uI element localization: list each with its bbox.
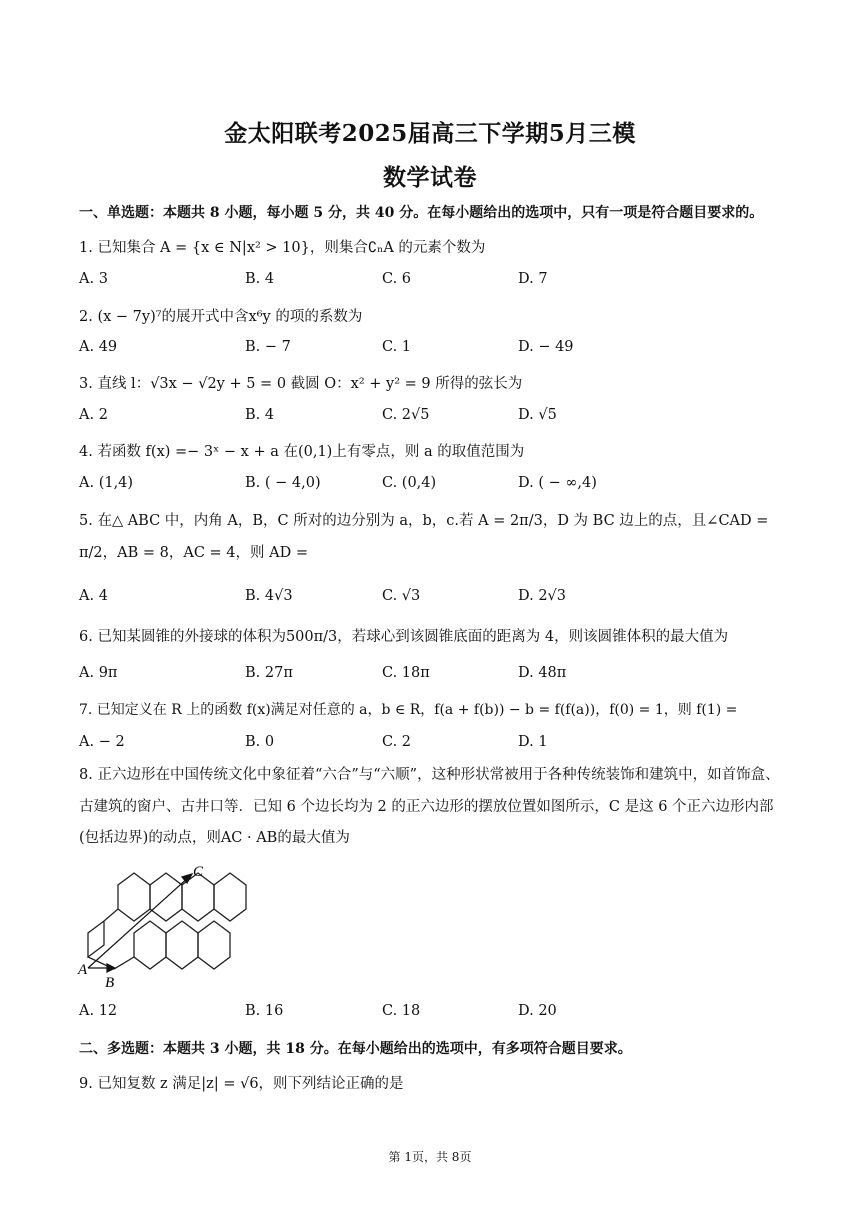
option-c: C. 6: [382, 271, 412, 287]
option-d: D. 2√3: [518, 588, 567, 604]
option-c: C. 18: [382, 1003, 421, 1019]
exam-title: 金太阳联考2025届高三下学期5月三模: [224, 120, 636, 147]
arrowhead-ab: [107, 964, 115, 972]
hexagon-bottom-1: [134, 921, 166, 969]
option-a: A. 9π: [79, 665, 118, 681]
option-d: D. 1: [518, 734, 548, 750]
option-d: D. 7: [518, 271, 548, 287]
option-c: C. (0,4): [382, 475, 437, 491]
option-a: A. (1,4): [79, 475, 134, 491]
question-2-options: [79, 339, 779, 359]
question-2-stem: 2. (x − 7y)⁷的展开式中含x⁶y 的项的系数为: [79, 309, 363, 325]
option-b: B. 4√3: [245, 588, 293, 604]
exam-subtitle: 数学试卷: [383, 164, 477, 191]
question-1-stem: 1. 已知集合 A = {x ∈ N|x² > 10}，则集合∁ₙA 的元素个数为: [79, 240, 486, 256]
option-d: D. 48π: [518, 665, 567, 681]
point-a-label: A: [78, 962, 88, 978]
question-4-options: [79, 475, 779, 495]
option-d: D. √5: [518, 407, 557, 423]
hexagon-bottom-2: [166, 921, 198, 969]
option-a: A. 2: [79, 407, 108, 423]
question-1-options: [79, 271, 779, 291]
option-a: A. 4: [79, 588, 108, 604]
question-3-options: [79, 407, 779, 427]
option-c: C. √3: [382, 588, 421, 604]
point-c-label: C: [193, 864, 204, 880]
page-footer: 第 1页，共 8页: [388, 1150, 472, 1164]
question-5-stem: 5. 在△ ABC 中，内角 A，B，C 所对的边分别为 a，b，c.若 A = 2π/3，D 为 BC 边上的点，且∠CAD = π/2，AB = 8，AC = 4，则 AD =: [79, 513, 769, 561]
hexagon-top-4: [214, 873, 246, 921]
option-b: B. 4: [245, 271, 275, 287]
option-d: D. 20: [518, 1003, 557, 1019]
option-d: D. − 49: [518, 339, 574, 355]
option-c: C. 18π: [382, 665, 430, 681]
section-heading-single-choice: 一、单选题：本题共 8 小题，每小题 5 分，共 40 分。在每小题给出的选项中，只有一项是符合题目要求的。: [79, 205, 764, 221]
question-7-options: [79, 734, 779, 754]
question-3-stem: 3. 直线 l：√3x − √2y + 5 = 0 截圆 O：x² + y² = 9 所得的弦长为: [79, 376, 523, 392]
hexagon-figure: [74, 862, 274, 990]
option-c: C. 2√5: [382, 407, 430, 423]
option-b: B. 4: [245, 407, 275, 423]
hexagon-top-1: [118, 873, 150, 921]
question-8-options: [79, 1003, 779, 1023]
point-b-label: B: [105, 975, 115, 990]
option-c: C. 1: [382, 339, 412, 355]
option-b: B. ( − 4,0): [245, 475, 321, 491]
section-heading-multiple-choice: 二、多选题：本题共 3 小题，共 18 分。在每小题给出的选项中，有多项符合题目要求。: [79, 1041, 632, 1057]
option-a: A. 49: [79, 339, 118, 355]
option-b: B. 16: [245, 1003, 284, 1019]
question-9-stem: 9. 已知复数 z 满足|z| = √6，则下列结论正确的是: [79, 1076, 404, 1092]
question-6-options: [79, 665, 779, 685]
question-8-stem: 8. 正六边形在中国传统文化中象征着“六合”与“六顺”，这种形状常被用于各种传统装饰和建筑中，如首饰盒、古建筑的窗户、古井口等．已知 6 个边长均为 2 的正六边形的摆放位置如图所示，C 是这 6 个正六边形内部(包括边界)的动点，则AC · AB的最大值为: [79, 767, 780, 846]
question-5-options: [79, 588, 779, 608]
option-b: B. 27π: [245, 665, 293, 681]
option-b: B. − 7: [245, 339, 291, 355]
option-a: A. 12: [79, 1003, 118, 1019]
option-b: B. 0: [245, 734, 275, 750]
option-a: A. 3: [79, 271, 108, 287]
option-a: A. − 2: [79, 734, 125, 750]
option-c: C. 2: [382, 734, 412, 750]
hexagon-bottom-3: [198, 921, 230, 969]
question-6-stem: 6. 已知某圆锥的外接球的体积为500π/3，若球心到该圆锥底面的距离为 4，则该圆锥体积的最大值为: [79, 629, 729, 645]
hexagon-grid: [88, 873, 246, 969]
question-4-stem: 4. 若函数 f(x) =− 3ˣ − x + a 在(0,1)上有零点，则 a 的取值范围为: [79, 444, 525, 460]
partial-hexagon-left: [88, 909, 118, 957]
question-7-stem: 7. 已知定义在 R 上的函数 f(x)满足对任意的 a，b ∈ R，f(a + f(b)) − b = f(f(a))，f(0) = 1，则 f(1) =: [79, 702, 738, 718]
option-d: D. ( − ∞,4): [518, 475, 597, 491]
